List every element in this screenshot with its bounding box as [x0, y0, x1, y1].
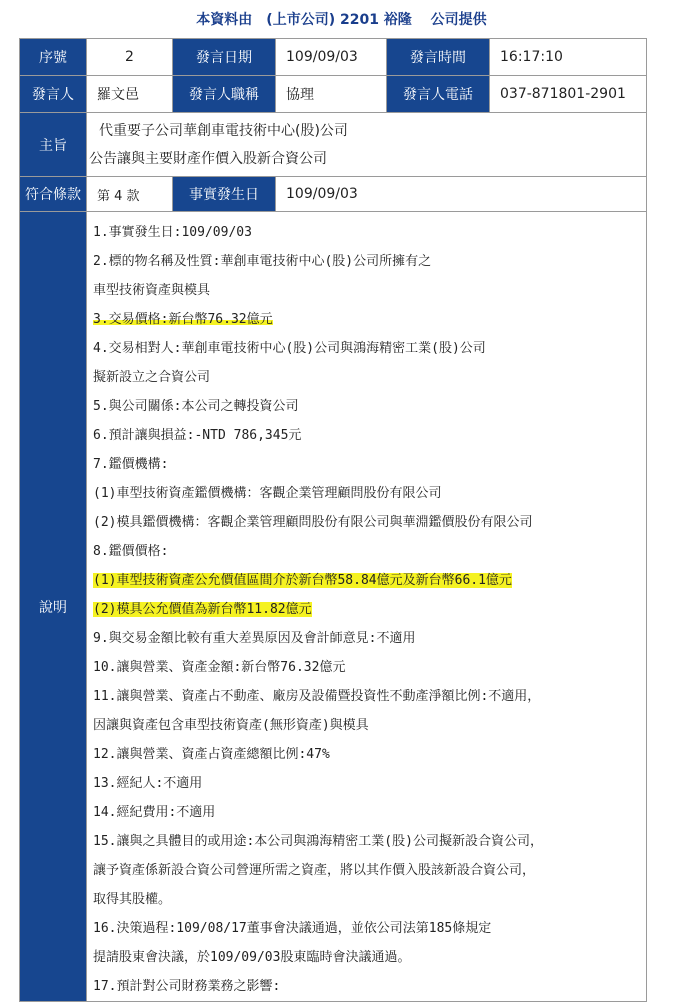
description-label: 說明 [20, 212, 87, 1002]
description-line-text: 7.鑑價機構: [93, 457, 169, 472]
description-line-text: 車型技術資產與模具 [93, 283, 211, 298]
description-line [93, 769, 646, 798]
description-line-text: 6.預計讓與損益:-NTD 786,345元 [93, 428, 302, 443]
time-value: 16:17:10 [490, 39, 647, 76]
description-line [93, 914, 646, 943]
description-line-text: 5.與公司關係:本公司之轉投資公司 [93, 399, 299, 414]
description-line-text: 13.經紀人:不適用 [93, 776, 203, 791]
description-line [93, 392, 646, 421]
description-line-text: 讓予資產係新設合資公司營運所需之資產，將以其作價入股該新設合資公司， [93, 863, 536, 878]
clause-label: 符合條款 [20, 177, 87, 212]
description-line [93, 508, 646, 537]
speaker-value: 羅文邑 [87, 76, 173, 113]
description-line [93, 972, 646, 1001]
subject-label: 主旨 [20, 113, 87, 177]
seq-label: 序號 [20, 39, 87, 76]
description-line [93, 450, 646, 479]
speaker-phone-value: 037-871801-2901 [490, 76, 647, 113]
subject-line-1: 代重要子公司華創車電技術中心(股)公司 [99, 122, 348, 139]
description-line [93, 798, 646, 827]
description-line-text: 1.事實發生日:109/09/03 [93, 225, 252, 240]
description-line-text: (1)車型技術資產公允價值區間介於新台幣58.84億元及新台幣66.1億元 [93, 573, 512, 588]
description-line [93, 624, 646, 653]
description-line [93, 653, 646, 682]
description-line [93, 711, 646, 740]
description-line [93, 885, 646, 914]
clause-value: 第 4 款 [87, 177, 173, 212]
subject-value [87, 113, 647, 177]
speaker-title-value: 協理 [276, 76, 387, 113]
description-line [93, 334, 646, 363]
description-line-text: 16.決策過程:109/08/17董事會決議通過，並依公司法第185條規定 [93, 921, 492, 936]
description-line-text: 因讓與資產包含車型技術資產(無形資產)與模具 [93, 718, 369, 733]
description-line-text: (2)模具公允價值為新台幣11.82億元 [93, 602, 312, 617]
date-value: 109/09/03 [276, 39, 387, 76]
description-line [93, 943, 646, 972]
description-line-text: 14.經紀費用:不適用 [93, 805, 216, 820]
description-line-text: 提請股東會決議，於109/09/03股東臨時會決議通過。 [93, 950, 411, 965]
description-line [93, 218, 646, 247]
provider-header: 本資料由 (上市公司) 2201 裕隆 公司提供 [196, 12, 487, 28]
description-line [93, 740, 646, 769]
description-line [93, 276, 646, 305]
description-line [93, 566, 646, 595]
description-lines [93, 218, 646, 1001]
description-line-text: 11.讓與營業、資產占不動產、廠房及設備暨投資性不動產淨額比例:不適用， [93, 689, 541, 704]
speaker-phone-label: 發言人電話 [387, 76, 490, 113]
description-line-text: 17.預計對公司財務業務之影響: [93, 979, 281, 994]
description-line [93, 421, 646, 450]
description-line [93, 595, 646, 624]
description-line [93, 682, 646, 711]
description-body [87, 212, 647, 1002]
description-line-text: 3.交易價格:新台幣76.32億元 [93, 312, 273, 327]
description-line [93, 247, 646, 276]
description-line-text: 10.讓與營業、資產金額:新台幣76.32億元 [93, 660, 346, 675]
description-line-text: 4.交易相對人:華創車電技術中心(股)公司與鴻海精密工業(股)公司 [93, 341, 486, 356]
subject-line-2: 公告讓與主要財產作價入股新合資公司 [89, 150, 327, 167]
description-line-text: 擬新設立之合資公司 [93, 370, 211, 385]
time-label: 發言時間 [387, 39, 490, 76]
fact-date-label: 事實發生日 [173, 177, 276, 212]
description-line-text: (2)模具鑑價機構：客觀企業管理顧問股份有限公司與華淵鑑價股份有限公司 [93, 515, 533, 530]
description-line-text: (1)車型技術資產鑑價機構：客觀企業管理顧問股份有限公司 [93, 486, 442, 501]
speaker-title-label: 發言人職稱 [173, 76, 276, 113]
description-line-text: 12.讓與營業、資產占資產總額比例:47% [93, 747, 330, 762]
speaker-label: 發言人 [20, 76, 87, 113]
description-line-text: 15.讓與之具體目的或用途:本公司與鴻海精密工業(股)公司擬新設合資公司， [93, 834, 543, 849]
description-line [93, 537, 646, 566]
fact-date-value: 109/09/03 [276, 177, 647, 212]
description-line [93, 827, 646, 856]
date-label: 發言日期 [173, 39, 276, 76]
description-line [93, 856, 646, 885]
seq-value: 2 [87, 39, 173, 76]
announcement-table [19, 38, 647, 1002]
description-line-text: 8.鑑價價格: [93, 544, 169, 559]
description-line [93, 305, 646, 334]
description-line [93, 479, 646, 508]
description-line-text: 取得其股權。 [93, 892, 172, 907]
description-line-text: 2.標的物名稱及性質:華創車電技術中心(股)公司所擁有之 [93, 254, 432, 269]
description-line [93, 363, 646, 392]
description-line-text: 9.與交易金額比較有重大差異原因及會計師意見:不適用 [93, 631, 416, 646]
